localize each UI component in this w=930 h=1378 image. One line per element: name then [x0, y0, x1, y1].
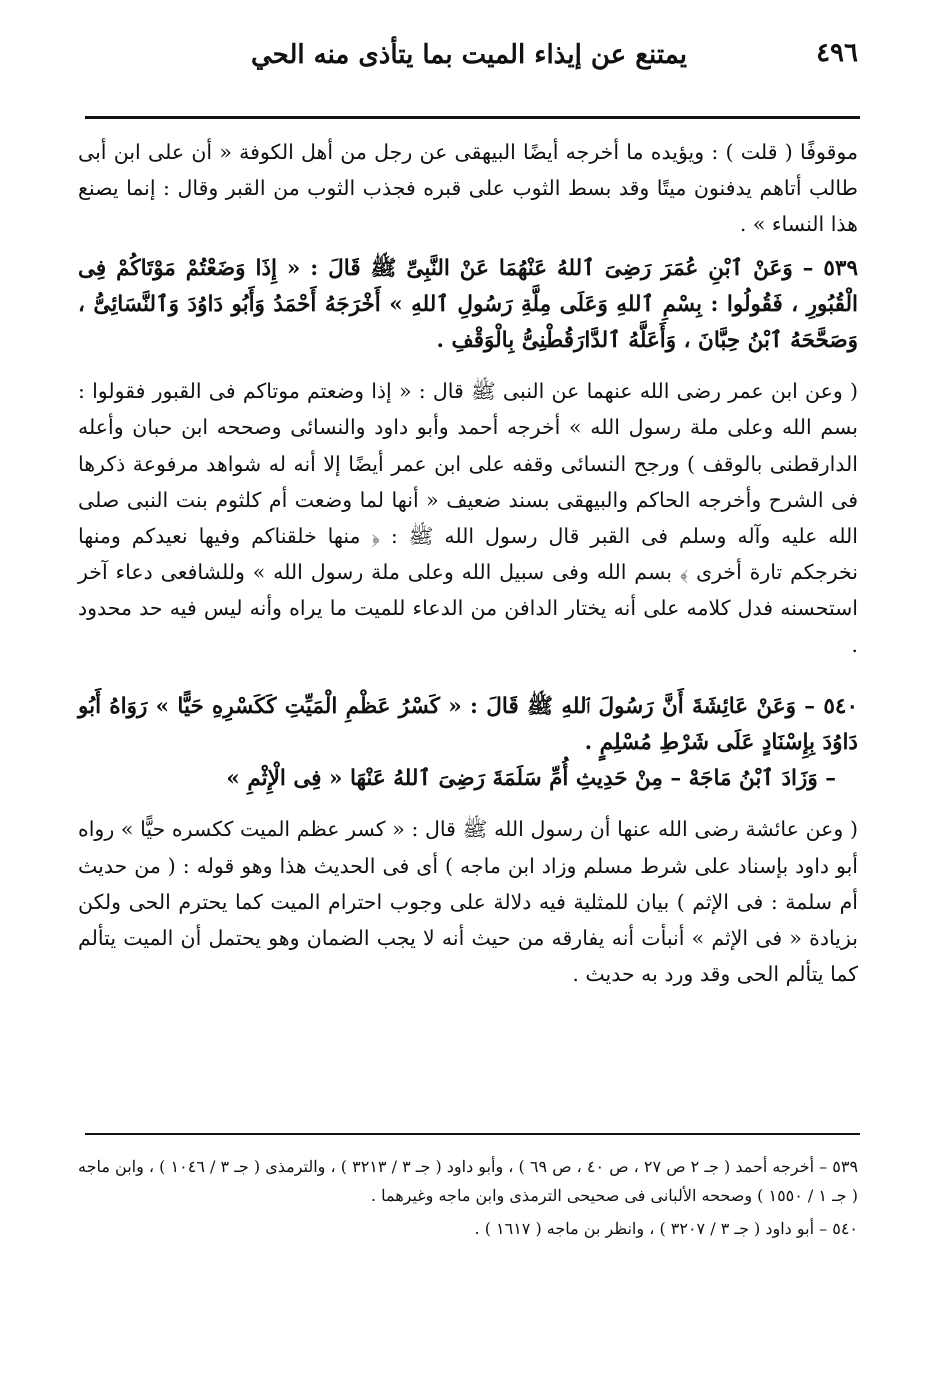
commentary-paragraph-1: موقوفًا ( قلت ) : ويؤيده ما أخرجه أيضًا البيهقى عن رجل من أهل الكوفة « أن على ابن أبى طالب أتاهم يدفنون ميتًا وقد بسط الثوب على قبره فجذب الثوب من القبر وقال : إنما يصنع هذا النساء » .	[78, 140, 858, 237]
chapter-title: يمتنع عن إيذاء الميت بما يتأذى منه الحي	[250, 40, 687, 70]
footnote-539: ٥٣٩ – أخرجه أحمد ( جـ ٢ ص ٢٧ ، ص ٤٠ ، ص ٦٩ ) ، وأبو داود ( جـ ٣ / ٣٢١٣ ) ، والترمذى ( جـ ٣ / ١٠٤٦ ) ، وابن ماجه ( جـ ١ / ١٥٥٠ ) وصححه الألبانى فى صحيحى الترمذى وابن ماجه وغيرهما .	[78, 1157, 859, 1205]
hadith-540-addition: – وَزَادَ ٱبْنُ مَاجَهْ – مِنْ حَدِيثِ أُمِّ سَلَمَةَ رَضِىَ ٱللهُ عَنْهَا « فِى الْإِثْمِ »	[226, 766, 836, 792]
footnote-divider	[85, 1133, 860, 1135]
footnote-540: ٥٤٠ – أبو داود ( جـ ٣ / ٣٢٠٧ ) ، وانظر بن ماجه ( ١٦١٧ ) .	[474, 1219, 858, 1238]
commentary-paragraph-3: ( وعن عائشة رضى الله عنها أن رسول الله ﷺ قال : « كسر عظم الميت ككسره حيًّا » رواه أبو داود بإسناد على شرط مسلم وزاد ابن ماجه ) أى فى الحديث هذا وهو قوله : ( من حديث أم سلمة : فى الإثم ) بيان للمثلية فيه دلالة على وجوب احترام الميت كما يحترم الحى ولكن بزيادة « فى الإثم » أنبأت أنه يفارقه من حيث أنه لا يجب الضمان وهو يحتمل أن الميت يتألم كما يتألم الحى وقد ورد به حديث .	[78, 817, 858, 987]
hadith-539: ٥٣٩ – وَعَنْ ٱبْنِ عُمَرَ رَضِىَ ٱللهُ عَنْهُمَا عَنْ النَّبِىِّ ﷺ قَالَ : « إِذَا وَضَعْتُمْ مَوْتَاكُمْ فِى الْقُبُورِ ، فَقُولُوا : بِسْمِ ٱللهِ وَعَلَى مِلَّةِ رَسُولِ ٱللهِ » أَخْرَجَهُ أَحْمَدُ وَأَبُو دَاوُدَ وَٱلنَّسَائِىُّ ، وَصَحَّحَهُ ٱبْنُ حِبَّانَ ، وَأَعَلَّهُ ٱلدَّارَقُطْنِىُّ بِالْوَقْفِ .	[78, 255, 858, 354]
header-divider	[85, 116, 860, 119]
commentary-paragraph-2: ( وعن ابن عمر رضى الله عنهما عن النبى ﷺ قال : « إذا وضعتم موتاكم فى القبور فقولوا : بسم الله وعلى ملة رسول الله » أخرجه أحمد وأبو داود والنسائى وصححه ابن حبان وأعله الدارقطنى بالوقف ) ورجح النسائى وقفه على ابن عمر أيضًا إلا أنه له شواهد مرفوعة ذكرها فى الشرح وأخرجه الحاكم والبيهقى بسند ضعيف « أنها لما وضعت أم كلثوم بنت النبى صلى الله عليه وآله وسلم فى القبر قال رسول الله ﷺ : ﴿ منها خلقناكم وفيها نعيدكم ومنها نخرجكم تارة أخرى ﴾ بسم الله وفى سبيل الله وعلى ملة رسول الله » وللشافعى دعاء آخر استحسنه فدل كلامه على أنه يختار الدافن من الدعاء للميت ما يراه وأنه ليس فيه حد محدود .	[78, 379, 858, 657]
page-number: ٤٩٦	[816, 38, 858, 68]
footnotes	[78, 1152, 858, 1243]
hadith-540: ٥٤٠ – وَعَنْ عَائِشَةَ أَنَّ رَسُولَ ٱللهِ ﷺ قَالَ : « كَسْرُ عَظْمِ الْمَيِّتِ كَكَسْرِهِ حَيًّا » رَوَاهُ أَبُو دَاوُدَ بِإِسْنَادٍ عَلَى شَرْطِ مُسْلِمٍ .	[78, 693, 858, 756]
running-header	[80, 38, 858, 98]
main-text	[78, 134, 858, 992]
